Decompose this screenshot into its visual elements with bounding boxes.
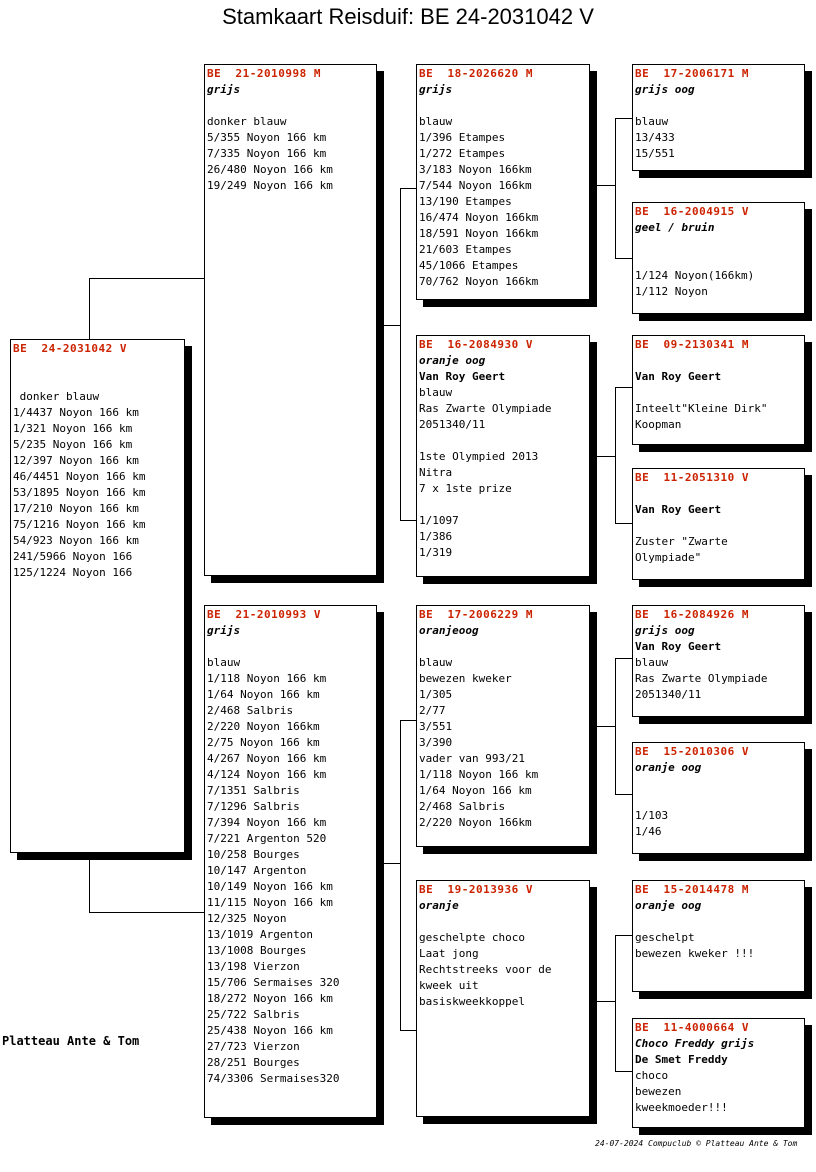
pedigree-line: 125/1224 Noyon 166: [13, 566, 133, 579]
pedigree-line: [13, 357, 182, 373]
pedigree-line: [635, 353, 802, 369]
pedigree-line: Inteelt"Kleine Dirk": [635, 402, 768, 415]
pedigree-line: 4/124 Noyon 166 km: [207, 768, 327, 781]
pedigree-line: [635, 252, 802, 268]
pedigree-line: vader van 993/21: [419, 752, 525, 765]
pigeon-card-subject: [10, 339, 185, 853]
pedigree-line: [635, 98, 802, 114]
pedigree-line: 10/147 Argenton: [207, 864, 307, 877]
footer-credit: [595, 1139, 797, 1148]
ring-number: BE 21-2010998 M: [207, 67, 321, 80]
pedigree-line: 1/124 Noyon(166km): [635, 269, 755, 282]
ring-number: BE 19-2013936 V: [419, 883, 533, 896]
pedigree-line: grijs: [419, 83, 453, 96]
connector-line: [597, 1001, 615, 1002]
ring-number: BE 17-2006229 M: [419, 608, 533, 621]
pedigree-line: 2/468 Salbris: [419, 800, 506, 813]
pedigree-line: Van Roy Geert: [635, 640, 722, 653]
pedigree-line: 46/4451 Noyon 166 km: [13, 470, 146, 483]
pedigree-line: 21/603 Etampes: [419, 243, 512, 256]
ring-number: BE 15-2010306 V: [635, 745, 749, 758]
pedigree-line: 13/190 Etampes: [419, 195, 512, 208]
pedigree-line: blauw: [635, 656, 669, 669]
connector-line: [400, 720, 417, 721]
connector-line: [615, 794, 633, 795]
pigeon-card-father-father: [416, 64, 590, 300]
pedigree-line: 45/1066 Etampes: [419, 259, 519, 272]
pedigree-line: 54/923 Noyon 166 km: [13, 534, 139, 547]
pedigree-line: 13/1019 Argenton: [207, 928, 313, 941]
connector-line: [400, 1030, 417, 1031]
pedigree-line: [635, 792, 802, 808]
pedigree-line: De Smet Freddy: [635, 1053, 728, 1066]
pedigree-line: 15/551: [635, 147, 675, 160]
pedigree-line: [635, 518, 802, 534]
pedigree-line: blauw: [207, 656, 241, 669]
connector-line: [615, 658, 616, 794]
pigeon-card-mother: [204, 605, 377, 1118]
pedigree-line: [635, 914, 802, 930]
pedigree-line: [635, 385, 802, 401]
pedigree-line: 17/210 Noyon 166 km: [13, 502, 139, 515]
pedigree-line: 12/397 Noyon 166 km: [13, 454, 139, 467]
pedigree-line: 13/433: [635, 131, 675, 144]
pedigree-line: blauw: [419, 115, 453, 128]
pedigree-line: geschelpte choco: [419, 931, 525, 944]
connector-line: [400, 188, 401, 520]
pedigree-line: 5/355 Noyon 166 km: [207, 131, 327, 144]
pedigree-line: [13, 373, 182, 389]
pedigree-line: choco: [635, 1069, 669, 1082]
pedigree-line: 3/390: [419, 736, 453, 749]
pedigree-line: [419, 497, 587, 513]
pedigree-line: 2/77: [419, 704, 446, 717]
pedigree-line: Zuster "Zwarte: [635, 535, 728, 548]
connector-line: [89, 278, 205, 279]
pedigree-line: 19/249 Noyon 166 km: [207, 179, 333, 192]
pedigree-line: 1/321 Noyon 166 km: [13, 422, 133, 435]
pedigree-line: blauw: [635, 115, 669, 128]
pedigree-line: [635, 486, 802, 502]
pedigree-line: 28/251 Bourges: [207, 1056, 300, 1069]
pigeon-card-mm-father: [632, 880, 805, 992]
pedigree-line: 1ste Olympied 2013: [419, 450, 539, 463]
pedigree-line: 7/544 Noyon 166km: [419, 179, 532, 192]
pedigree-line: Ras Zwarte Olympiade: [419, 402, 552, 415]
connector-line: [615, 258, 633, 259]
pedigree-line: kweekmoeder!!!: [635, 1101, 728, 1114]
ring-number: BE 24-2031042 V: [13, 342, 127, 355]
pedigree-line: 5/235 Noyon 166 km: [13, 438, 133, 451]
pedigree-line: 12/325 Noyon: [207, 912, 287, 925]
pedigree-line: oranje oog: [635, 899, 702, 912]
pedigree-line: 13/198 Vierzon: [207, 960, 300, 973]
connector-line: [615, 387, 633, 388]
footer-date: 24-07-2024: [595, 1139, 644, 1148]
pedigree-line: 2/220 Noyon 166km: [419, 816, 532, 829]
pedigree-line: 53/1895 Noyon 166 km: [13, 486, 146, 499]
connector-line: [615, 118, 633, 119]
pedigree-line: [419, 433, 587, 449]
ring-number: BE 17-2006171 M: [635, 67, 749, 80]
pedigree-line: 3/183 Noyon 166km: [419, 163, 532, 176]
pedigree-line: grijs: [207, 624, 241, 637]
connector-line: [597, 185, 615, 186]
pigeon-card-mother-father: [416, 605, 590, 847]
pedigree-line: [419, 914, 587, 930]
ring-number: BE 16-2084930 V: [419, 338, 533, 351]
pedigree-line: 1/1097: [419, 514, 459, 527]
ring-number: BE 15-2014478 M: [635, 883, 749, 896]
pedigree-line: 27/723 Vierzon: [207, 1040, 300, 1053]
pedigree-line: 7/335 Noyon 166 km: [207, 147, 327, 160]
pedigree-line: Laat jong: [419, 947, 479, 960]
connector-line: [615, 935, 616, 1071]
pigeon-card-father-mother: [416, 335, 590, 577]
pedigree-line: 7/1296 Salbris: [207, 800, 300, 813]
pigeon-card-mf-mother: [632, 742, 805, 854]
pedigree-line: 1/319: [419, 546, 453, 559]
pedigree-line: Van Roy Geert: [635, 370, 722, 383]
pedigree-line: 70/762 Noyon 166km: [419, 275, 539, 288]
ring-number: BE 16-2004915 V: [635, 205, 749, 218]
ring-number: BE 21-2010993 V: [207, 608, 321, 621]
connector-line: [615, 523, 633, 524]
pedigree-line: oranje oog: [419, 354, 486, 367]
pedigree-line: 1/64 Noyon 166 km: [207, 688, 320, 701]
pedigree-line: 1/305: [419, 688, 453, 701]
pedigree-line: basiskweekkoppel: [419, 995, 525, 1008]
pedigree-line: 74/3306 Sermaises320: [207, 1072, 340, 1085]
connector-line: [597, 456, 615, 457]
pedigree-line: 7/394 Noyon 166 km: [207, 816, 327, 829]
pedigree-line: kweek uit: [419, 979, 479, 992]
connector-line: [89, 278, 90, 340]
pedigree-line: geel / bruin: [635, 221, 715, 234]
pedigree-line: donker blauw: [13, 390, 100, 403]
pedigree-line: Choco Freddy grijs: [635, 1037, 755, 1050]
connector-line: [400, 188, 417, 189]
connector-line: [615, 118, 616, 258]
ring-number: BE 16-2084926 M: [635, 608, 749, 621]
pigeon-card-mother-mother: [416, 880, 590, 1117]
pedigree-line: [419, 98, 587, 114]
pedigree-line: 2051340/11: [419, 418, 486, 431]
pedigree-line: bewezen kweker: [419, 672, 512, 685]
pedigree-line: blauw: [419, 386, 453, 399]
connector-line: [384, 863, 400, 864]
pedigree-line: bewezen kweker !!!: [635, 947, 755, 960]
pedigree-line: grijs: [207, 83, 241, 96]
pigeon-card-fm-father: [632, 335, 805, 445]
pedigree-line: [635, 776, 802, 792]
pedigree-line: grijs oog: [635, 624, 695, 637]
pedigree-line: [419, 639, 587, 655]
pedigree-line: 11/115 Noyon 166 km: [207, 896, 333, 909]
pedigree-line: [635, 236, 802, 252]
pedigree-line: 1/64 Noyon 166 km: [419, 784, 532, 797]
connector-line: [400, 720, 401, 1030]
pedigree-line: 13/1008 Bourges: [207, 944, 307, 957]
pedigree-line: 18/272 Noyon 166 km: [207, 992, 333, 1005]
pedigree-line: donker blauw: [207, 115, 287, 128]
pedigree-line: 3/551: [419, 720, 453, 733]
pedigree-line: [207, 639, 374, 655]
pedigree-line: 2/75 Noyon 166 km: [207, 736, 320, 749]
pedigree-line: 75/1216 Noyon 166 km: [13, 518, 146, 531]
pedigree-line: 7/1351 Salbris: [207, 784, 300, 797]
pedigree-line: grijs oog: [635, 83, 695, 96]
pigeon-card-ff-mother: [632, 202, 805, 314]
pedigree-line: 7 x 1ste prize: [419, 482, 512, 495]
pigeon-card-fm-mother: [632, 468, 805, 580]
pedigree-line: Olympiade": [635, 551, 702, 564]
pedigree-line: Van Roy Geert: [635, 503, 722, 516]
pigeon-card-ff-father: [632, 64, 805, 171]
connector-line: [400, 520, 417, 521]
pedigree-line: blauw: [419, 656, 453, 669]
connector-line: [384, 325, 400, 326]
pedigree-line: 2051340/11: [635, 688, 702, 701]
pedigree-line: 25/438 Noyon 166 km: [207, 1024, 333, 1037]
owner-name: Platteau Ante & Tom: [2, 1034, 140, 1048]
pedigree-line: 241/5966 Noyon 166: [13, 550, 133, 563]
ring-number: BE 11-4000664 V: [635, 1021, 749, 1034]
pedigree-line: [207, 98, 374, 114]
pedigree-line: 10/258 Bourges: [207, 848, 300, 861]
pedigree-line: 16/474 Noyon 166km: [419, 211, 539, 224]
pigeon-card-mf-father: [632, 605, 805, 717]
pedigree-line: 2/468 Salbris: [207, 704, 294, 717]
connector-line: [615, 387, 616, 523]
ring-number: BE 18-2026620 M: [419, 67, 533, 80]
pedigree-line: bewezen: [635, 1085, 682, 1098]
pedigree-line: oranje oog: [635, 761, 702, 774]
pedigree-line: 1/396 Etampes: [419, 131, 506, 144]
pedigree-line: 1/118 Noyon 166 km: [207, 672, 327, 685]
pedigree-line: 4/267 Noyon 166 km: [207, 752, 327, 765]
connector-line: [615, 1071, 633, 1072]
pedigree-line: Nitra: [419, 466, 453, 479]
pedigree-line: 18/591 Noyon 166km: [419, 227, 539, 240]
pedigree-line: Van Roy Geert: [419, 370, 506, 383]
page-title: Stamkaart Reisduif: BE 24-2031042 V: [222, 4, 594, 29]
ring-number: BE 09-2130341 M: [635, 338, 749, 351]
pedigree-line: 1/272 Etampes: [419, 147, 506, 160]
pedigree-line: oranjeoog: [419, 624, 479, 637]
connector-line: [89, 853, 90, 913]
pedigree-line: 1/386: [419, 530, 453, 543]
pedigree-line: Rechtstreeks voor de: [419, 963, 552, 976]
pedigree-line: 15/706 Sermaises 320: [207, 976, 340, 989]
pedigree-line: geschelpt: [635, 931, 695, 944]
pedigree-line: 2/220 Noyon 166km: [207, 720, 320, 733]
pedigree-line: Koopman: [635, 418, 682, 431]
connector-line: [89, 912, 205, 913]
pedigree-line: 7/221 Argenton 520: [207, 832, 327, 845]
pedigree-line: 1/112 Noyon: [635, 285, 708, 298]
pedigree-line: 1/103: [635, 809, 669, 822]
connector-line: [615, 935, 633, 936]
ring-number: BE 11-2051310 V: [635, 471, 749, 484]
pedigree-line: 25/722 Salbris: [207, 1008, 300, 1021]
pigeon-card-mm-mother: [632, 1018, 805, 1128]
pedigree-line: 26/480 Noyon 166 km: [207, 163, 333, 176]
pedigree-line: 1/4437 Noyon 166 km: [13, 406, 139, 419]
footer-credit-text: Compuclub © Platteau Ante & Tom: [648, 1139, 798, 1148]
connector-line: [615, 658, 633, 659]
pedigree-line: oranje: [419, 899, 459, 912]
pedigree-line: 1/118 Noyon 166 km: [419, 768, 539, 781]
connector-line: [597, 726, 615, 727]
pedigree-line: 1/46: [635, 825, 662, 838]
pigeon-card-father: [204, 64, 377, 576]
pedigree-line: 10/149 Noyon 166 km: [207, 880, 333, 893]
pedigree-line: Ras Zwarte Olympiade: [635, 672, 768, 685]
